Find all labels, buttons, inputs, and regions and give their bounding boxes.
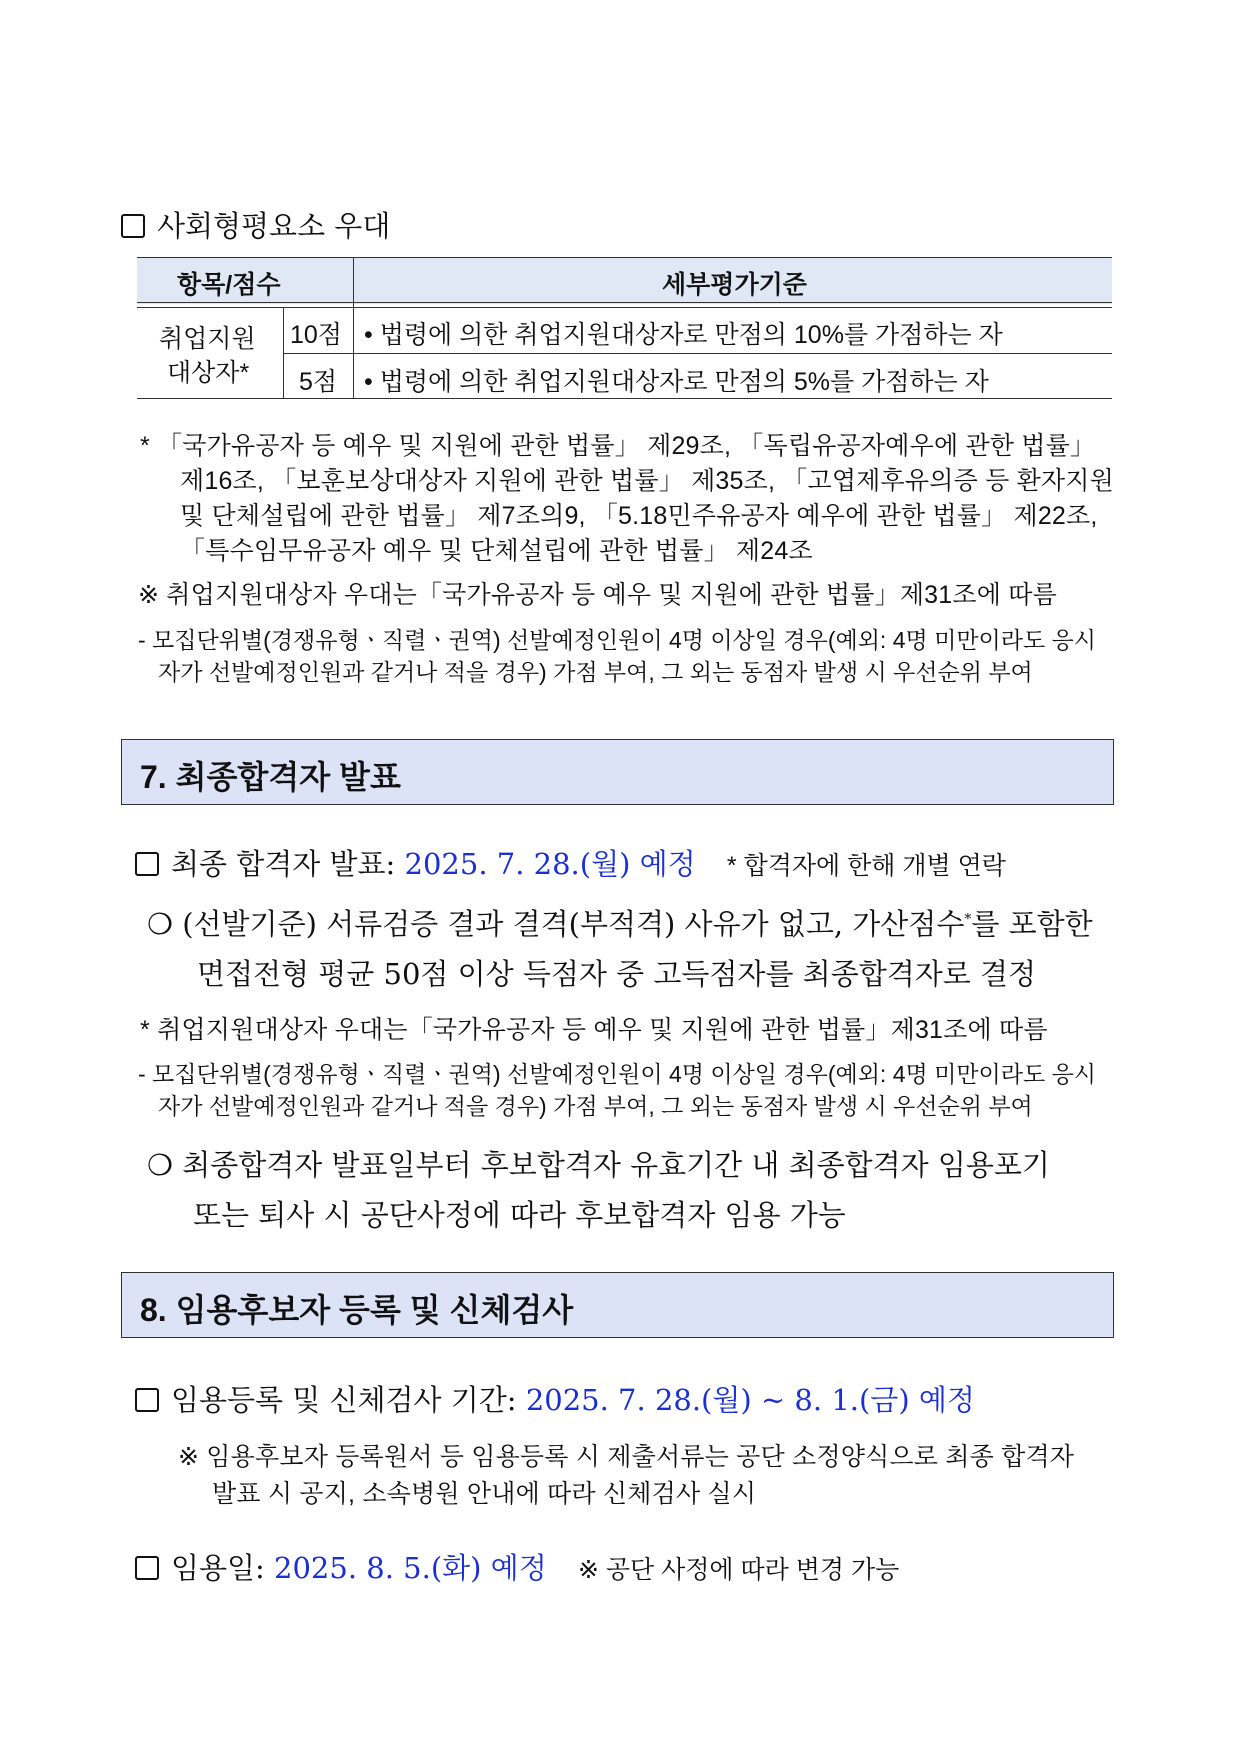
- score-10: 10점: [290, 321, 342, 349]
- registration-note-line2: 발표 시 공지, 소속병원 안내에 따라 신체검사 실시: [212, 1480, 757, 1508]
- dash-line: - 모집단위별(경쟁유형ㆍ직렬ㆍ권역) 선발예정인원이 4명 이상일 경우(예외: 4명 미만이라도 응시: [138, 1061, 1097, 1087]
- checkbox-square-icon: [135, 852, 159, 876]
- header-item: 항목/점수: [177, 271, 281, 299]
- footnote-line: 및 단체설립에 관한 법률」 제7조의9, 「5.18민주유공자 예우에 관한 법률」 제22조,: [180, 502, 1098, 530]
- score-5: 5점: [299, 368, 338, 396]
- final-announcement-note: * 합격자에 한해 개별 연락: [726, 852, 1006, 880]
- alternate-bullet-line2: 또는 퇴사 시 공단사정에 따라 후보합격자 임용 가능: [193, 1198, 846, 1232]
- checkbox-square-icon: [135, 1556, 159, 1580]
- appointment-date-item: [135, 1546, 899, 1587]
- selection-criteria-bullet: ❍ (선발기준) 서류검증 결과 결격(부적격) 사유가 없고, 가산점수*를 포함한: [147, 907, 1093, 941]
- row-label-line2: 대상자*: [167, 359, 250, 387]
- table-header: [137, 257, 1112, 304]
- section-8-title: 8. 임용후보자 등록 및 신체검사: [140, 1292, 574, 1328]
- final-announcement-item: [135, 842, 1006, 883]
- appointment-label: 임용일:: [171, 1551, 275, 1585]
- criteria-10: • 법령에 의한 취업지원대상자로 만점의 10%를 가점하는 자: [364, 321, 1003, 349]
- social-equity-title: [121, 204, 390, 245]
- selection-criteria-line2: 면접전형 평균 50점 이상 득점자 중 고득점자를 최종합격자로 결정: [197, 957, 1037, 991]
- footnote-line: 제16조, 「보훈보상대상자 지원에 관한 법률」 제35조, 「고엽제후유의증 등 환자지원: [180, 467, 1114, 495]
- section-7-title: 7. 최종합격자 발표: [140, 759, 401, 795]
- final-announcement-label: 최종 합격자 발표:: [171, 847, 405, 881]
- registration-period-item: [135, 1378, 975, 1419]
- section-7-header: [121, 739, 1114, 805]
- checkbox-square-icon: [135, 1388, 159, 1412]
- preference-note: ※ 취업지원대상자 우대는「국가유공자 등 예우 및 지원에 관한 법률」제31조에 따름: [138, 581, 1057, 609]
- appointment-note: ※ 공단 사정에 따라 변경 가능: [577, 1556, 900, 1584]
- dash-line: 자가 선발예정인원과 같거나 적을 경우) 가점 부여, 그 외는 동점자 발생 시 우선순위 부여: [158, 659, 1033, 685]
- footnote-line: 「특수임무유공자 예우 및 단체설립에 관한 법률」 제24조: [180, 537, 813, 565]
- registration-period-date: 2025. 7. 28.(월) ~ 8. 1.(금) 예정: [525, 1383, 975, 1417]
- dash-line: 자가 선발예정인원과 같거나 적을 경우) 가점 부여, 그 외는 동점자 발생 시 우선순위 부여: [158, 1093, 1033, 1119]
- preference-note-2: * 취업지원대상자 우대는「국가유공자 등 예우 및 지원에 관한 법률」제31조에 따름: [140, 1016, 1048, 1044]
- criteria-5: • 법령에 의한 취업지원대상자로 만점의 5%를 가점하는 자: [364, 368, 989, 396]
- alternate-bullet-line1: ❍ 최종합격자 발표일부터 후보합격자 유효기간 내 최종합격자 임용포기: [147, 1148, 1050, 1182]
- header-criteria: 세부평가기준: [662, 271, 807, 299]
- footnote-line: * 「국가유공자 등 예우 및 지원에 관한 법률」 제29조, 「독립유공자예우에 관한 법률」: [140, 432, 1096, 460]
- section-8-header: [121, 1272, 1114, 1338]
- registration-note-line1: ※ 임용후보자 등록원서 등 임용등록 시 제출서류는 공단 소정양식으로 최종 합격자: [178, 1443, 1075, 1471]
- social-equity-title-text: 사회형평요소 우대: [157, 209, 391, 243]
- appointment-date: 2025. 8. 5.(화) 예정: [274, 1551, 547, 1585]
- dash-line: - 모집단위별(경쟁유형ㆍ직렬ㆍ권역) 선발예정인원이 4명 이상일 경우(예외: 4명 미만이라도 응시: [138, 627, 1097, 653]
- row-label-line1: 취업지원: [159, 325, 256, 353]
- final-announcement-date: 2025. 7. 28.(월) 예정: [404, 847, 696, 881]
- checkbox-square-icon: [121, 214, 145, 238]
- registration-period-label: 임용등록 및 신체검사 기간:: [171, 1383, 526, 1417]
